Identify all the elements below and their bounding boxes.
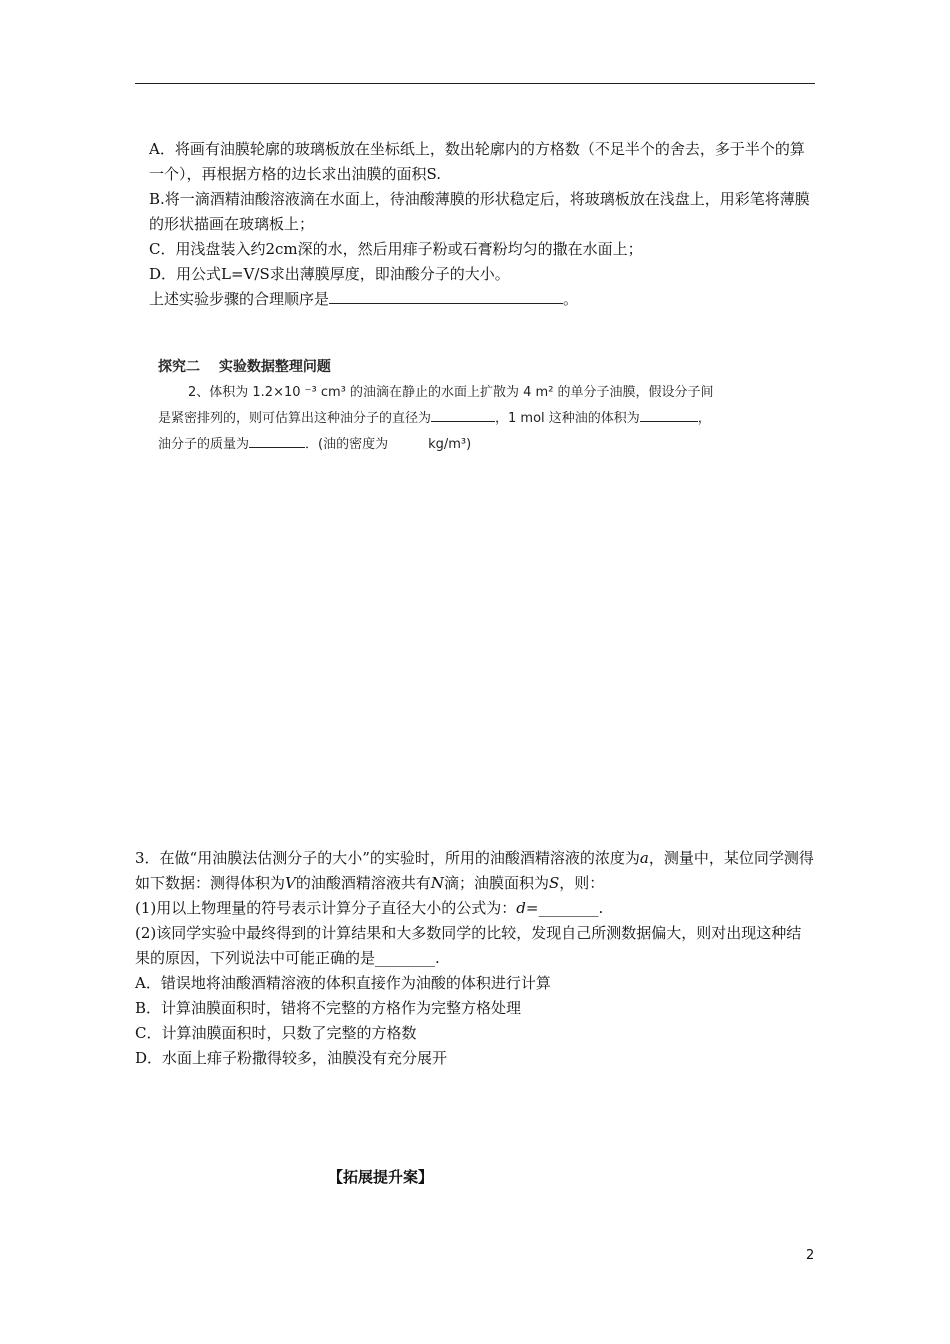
volume-blank[interactable] bbox=[640, 406, 698, 422]
order-question: 上述实验步骤的合理顺序是 。 bbox=[149, 290, 579, 308]
section-2-heading: 探究二 实验数据整理问题 bbox=[158, 359, 331, 375]
step-b: B.将一滴酒精油酸溶液滴在水面上，待油酸薄膜的形状稳定后，将玻璃板放在浅盘上，用彩笔将薄膜的形状描画在玻璃板上； bbox=[149, 190, 810, 233]
section-2-line-2: 是紧密排列的，则可估算出这种油分子的直径为 ，1 mol 这种油的体积为 ， bbox=[158, 406, 798, 432]
q3-option-c: C．计算油膜面积时，只数了完整的方格数 bbox=[135, 1024, 417, 1042]
step-d: D．用公式L=V/S求出薄膜厚度，即油酸分子的大小。 bbox=[149, 265, 510, 283]
extension-heading: 【拓展提升案】 bbox=[328, 1168, 434, 1186]
section-2 bbox=[158, 354, 798, 458]
question-1-steps bbox=[135, 137, 815, 312]
order-answer-blank[interactable] bbox=[329, 288, 563, 304]
q3-option-b: B．计算油膜面积时，错将不完整的方格作为完整方格处理 bbox=[135, 999, 522, 1017]
step-a: A．将画有油膜轮廓的玻璃板放在坐标纸上，数出轮廓内的方格数（不足半个的舍去，多于半个的算一个），再根据方格的边长求出油膜的面积S. bbox=[149, 140, 805, 183]
q3-option-a: A．错误地将油酸酒精溶液的体积直接作为油酸的体积进行计算 bbox=[135, 974, 551, 992]
question-3 bbox=[135, 846, 815, 1071]
q3-stem: 3．在做“用油膜法估测分子的大小”的实验时，所用的油酸酒精溶液的浓度为a，测量中，某位同学测得如下数据：测得体积为V的油酸酒精溶液共有N滴；油膜面积为S，则： bbox=[135, 849, 814, 892]
mass-blank[interactable] bbox=[249, 432, 305, 448]
section-2-line-3: 油分子的质量为 ．(油的密度为 kg/m³) bbox=[158, 432, 798, 458]
q3-option-d: D．水面上痱子粉撒得较多，油膜没有充分展开 bbox=[135, 1049, 448, 1067]
section-2-line-1: 2、体积为 1.2×10 ⁻³ cm³ 的油滴在静止的水面上扩散为 4 m² 的单分子油膜，假设分子间 bbox=[188, 385, 714, 400]
page-number: 2 bbox=[806, 1248, 815, 1263]
diameter-blank[interactable] bbox=[431, 406, 495, 422]
q3-part-1: (1)用以上物理量的符号表示计算分子直径大小的公式为：d=________. bbox=[135, 899, 604, 917]
step-c: C．用浅盘装入约2cm深的水，然后用痱子粉或石膏粉均匀的撒在水面上； bbox=[149, 240, 643, 258]
header-rule bbox=[135, 83, 815, 84]
q3-part-2: (2)该同学实验中最终得到的计算结果和大多数同学的比较，发现自己所测数据偏大，则对出现这种结果的原因，下列说法中可能正确的是________. bbox=[135, 924, 802, 967]
